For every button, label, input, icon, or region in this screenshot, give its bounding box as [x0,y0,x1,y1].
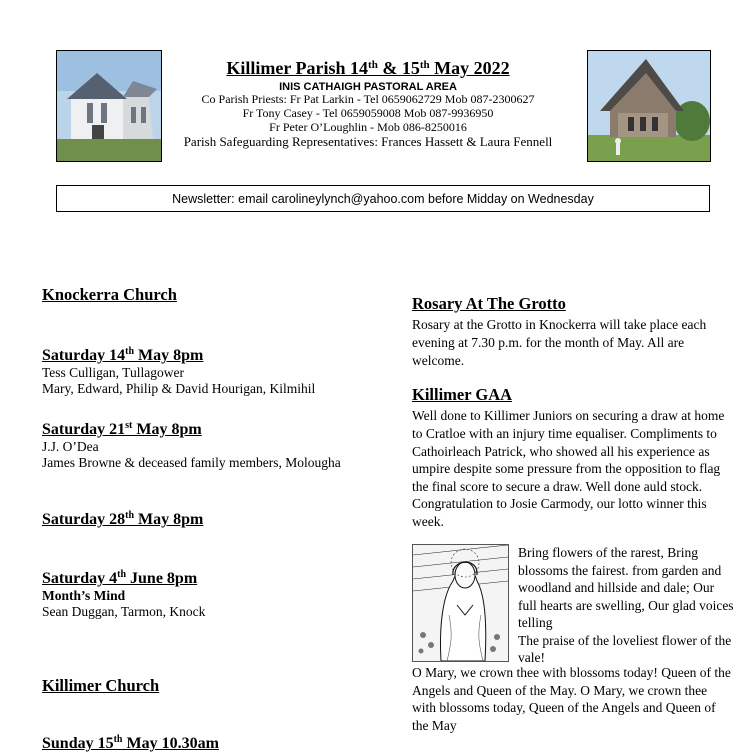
mass-date: Saturday 4th June 8pm [42,569,198,587]
gaa-section [412,384,732,530]
poem-line: Bring flowers of the rarest, Bring blossoms the fairest. from garden and woodland and hillside and dale; Our full hearts are swelling, Our glad voices telling [518,545,734,631]
poem-line: The praise of the loveliest flower of the vale! [518,632,732,666]
mass-date: Saturday 28th May 8pm [42,510,204,528]
gaa-heading: Killimer GAA [412,385,513,404]
priest-line-1: Co Parish Priests: Fr Pat Larkin - Tel 0659062729 Mob 087-2300627 [201,92,535,107]
rosary-heading: Rosary At The Grotto [412,294,566,313]
pastoral-area: INIS CATHAIGH PASTORAL AREA [279,80,457,93]
newsletter-box [56,185,710,212]
rosary-section [412,293,732,369]
church-photo-right [587,50,711,162]
mass-intention: James Browne & deceased family members, Molougha [42,455,341,471]
months-mind-label: Month’s Mind [42,588,126,604]
mass-intention: Sean Duggan, Tarmon, Knock [42,604,206,620]
priest-line-3: Fr Peter O’Loughlin - Mob 086-8250016 [269,119,467,134]
mass-date: Saturday 14th May 8pm [42,346,204,364]
killimer-heading: Killimer Church [42,676,160,695]
priest-line-2: Fr Tony Casey - Tel 0659059008 Mob 087-9936950 [242,106,494,121]
knockerra-heading: Knockerra Church [42,285,177,304]
mass-intention: Mary, Edward, Philip & David Hourigan, Kilmihil [42,381,316,397]
parish-header [150,58,586,150]
mass-block-4 [42,569,392,621]
mass-block-1 [42,346,392,398]
mass-block-2 [42,420,392,472]
madonna-illustration [412,544,509,662]
mass-date: Saturday 21st May 8pm [42,420,202,438]
newsletter-text: Newsletter: email carolineylynch@yahoo.com before Midday on Wednesday [172,191,594,206]
rosary-body: Rosary at the Grotto in Knockerra will take place each evening at 7.30 p.m. for the month of May. All are welcome. [412,317,707,368]
mass-date: Sunday 15th May 10.30am [42,734,219,752]
newsletter-title: Killimer Parish 14th & 15th May 2022 [226,58,510,78]
mass-block-3 [42,510,392,529]
gaa-body: Well done to Killimer Juniors on securing a draw at home to Cratloe with an injury time equaliser. Compliments to Cathoirleach Patrick, who showed all his experience as umpire despite some pressure from the opposition to flag the final score to secure a draw. Well done auld stock. Congratulation to Josie Carmody, our lotto winner this week. [412,408,725,529]
church-photo-left [56,50,162,162]
killimer-mass-block [42,734,392,753]
poem-verse [518,544,734,667]
poem-chorus: O Mary, we crown thee with blossoms today! Queen of the Angels and Queen of the May. O Mary, we crown thee with blossoms today, Queen of the Angels and Queen of the May [412,665,731,733]
safeguarding-line: Parish Safeguarding Representatives: Frances Hassett & Laura Fennell [183,133,553,149]
mass-intention: Tess Culligan, Tullagower [42,365,184,381]
mass-intention: J.J. O’Dea [42,439,99,455]
